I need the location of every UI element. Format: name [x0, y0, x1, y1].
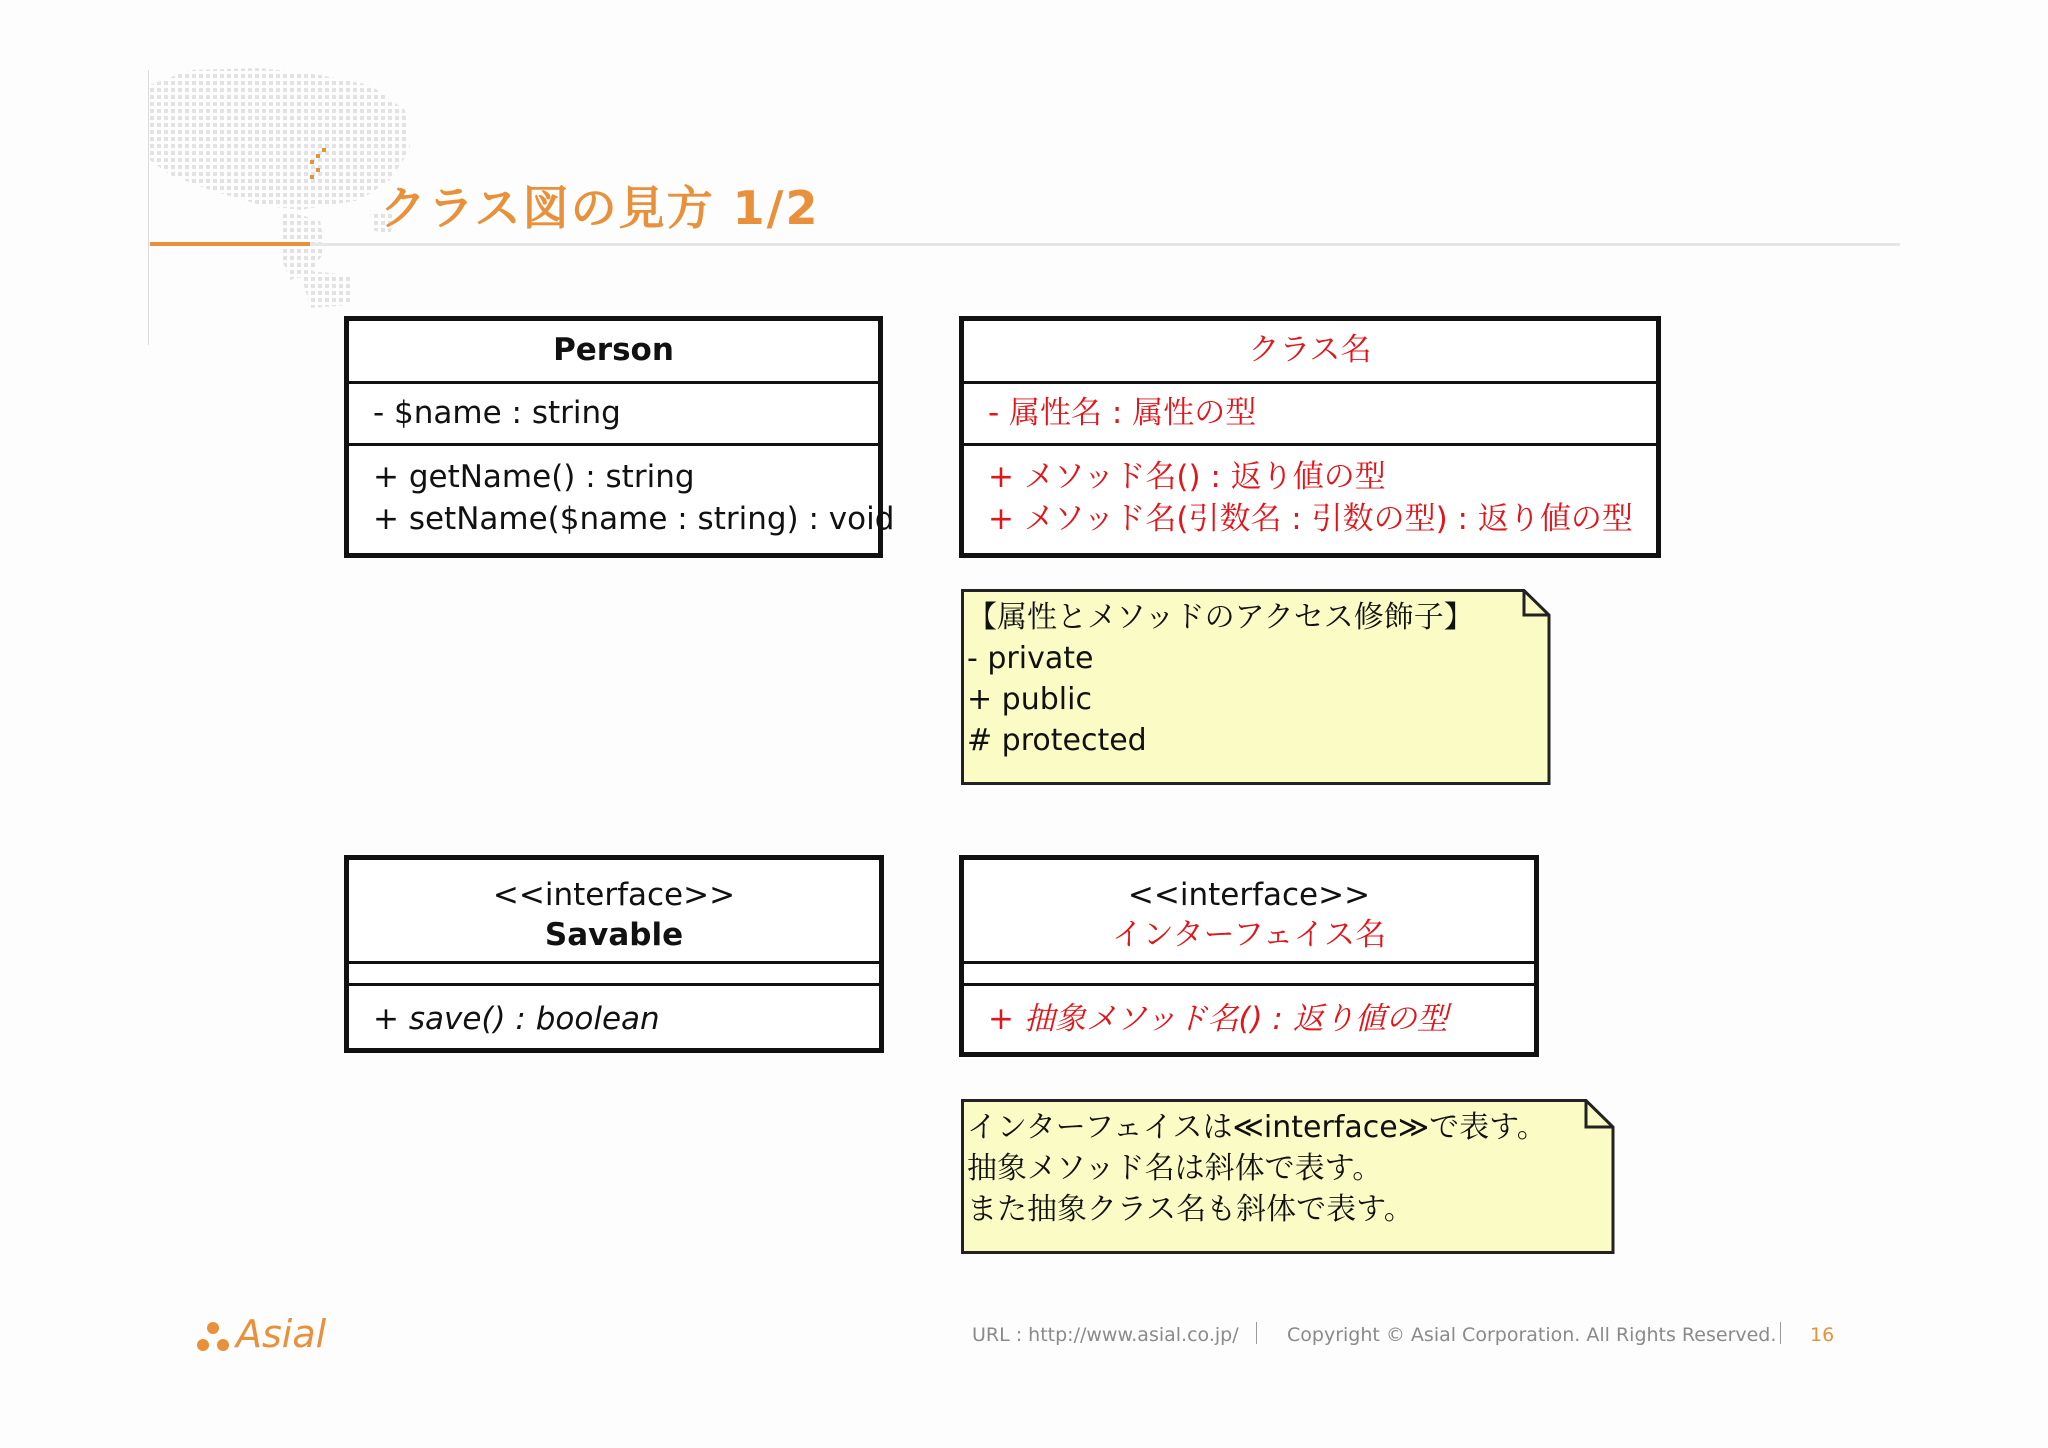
footer-separator	[1780, 1322, 1781, 1344]
note-line: # protected	[967, 723, 1147, 758]
interface-note	[961, 1099, 1615, 1254]
interface-header	[964, 860, 1534, 964]
footer-url: URL : http://www.asial.co.jp/	[972, 1324, 1239, 1346]
attribute: - $name : string	[373, 395, 621, 431]
interface-name: インターフェイス名	[1111, 917, 1387, 953]
asial-logo-icon	[196, 1320, 230, 1354]
stereotype: <<interface>>	[1127, 877, 1371, 913]
methods-section	[964, 446, 1656, 540]
method: + 抽象メソッド名() : 返り値の型	[988, 1001, 1448, 1037]
access-modifier-note	[961, 589, 1551, 785]
methods-section	[349, 446, 895, 540]
page-number: 16	[1810, 1324, 1835, 1346]
attributes-section	[349, 964, 879, 986]
left-rule	[148, 70, 149, 345]
asial-logo-text: Asial	[236, 1312, 327, 1356]
note-line: また抽象クラス名も斜体で表す。	[967, 1192, 1414, 1227]
note-line: 抽象メソッド名は斜体で表す。	[967, 1151, 1383, 1186]
method: + save() : boolean	[373, 1001, 660, 1037]
stereotype: <<interface>>	[492, 877, 736, 913]
class-name: クラス名	[964, 321, 1656, 384]
method: + メソッド名() : 返り値の型	[988, 459, 1386, 495]
attributes-section	[964, 964, 1534, 986]
note-line: インターフェイスは≪interface≫で表す。	[967, 1110, 1547, 1145]
title-underline-accent	[150, 242, 310, 246]
method: + setName($name : string) : void	[373, 501, 895, 537]
methods-section	[964, 986, 1534, 1040]
method: + getName() : string	[373, 459, 695, 495]
method: + メソッド名(引数名 : 引数の型) : 返り値の型	[988, 501, 1633, 537]
interface-savable	[344, 855, 884, 1053]
attributes-section	[964, 384, 1656, 446]
footer-copyright: Copyright © Asial Corporation. All Rights Reserved.	[1287, 1324, 1777, 1346]
note-heading: 【属性とメソッドのアクセス修飾子】	[967, 600, 1474, 635]
interface-name: Savable	[544, 917, 684, 953]
footer-separator	[1256, 1322, 1257, 1344]
class-name: Person	[349, 321, 878, 384]
class-person	[344, 316, 895, 558]
interface-template	[959, 855, 1539, 1057]
slide-title: クラス図の見方 1/2	[380, 181, 820, 235]
methods-section	[349, 986, 879, 1040]
note-line: + public	[967, 682, 1092, 717]
attribute: - 属性名 : 属性の型	[988, 395, 1257, 431]
attributes-section	[349, 384, 878, 446]
note-line: - private	[967, 641, 1094, 676]
interface-header	[349, 860, 879, 964]
title-underline	[150, 243, 1900, 246]
class-template	[959, 316, 1661, 558]
